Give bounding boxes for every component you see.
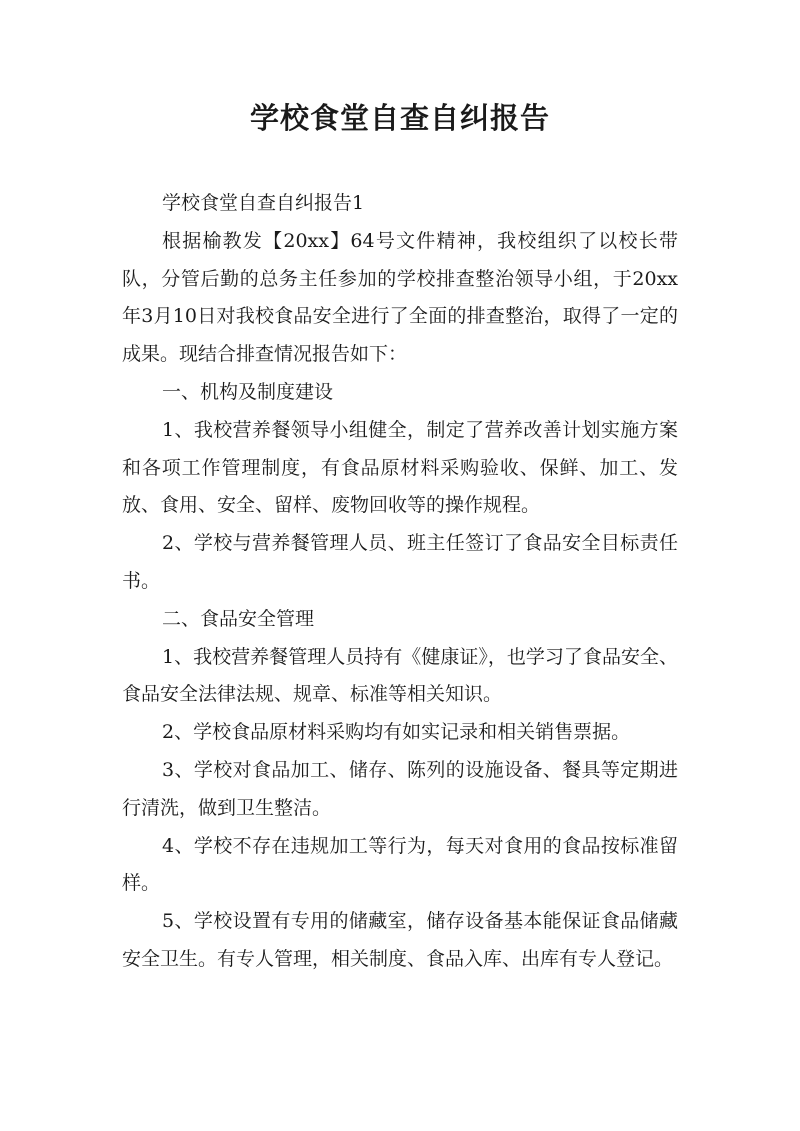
paragraph: 2、学校与营养餐管理人员、班主任签订了食品安全目标责任书。	[122, 532, 678, 592]
paragraph: 4、学校不存在违规加工等行为，每天对食用的食品按标准留样。	[122, 834, 678, 895]
paragraph: 1、我校营养餐管理人员持有《健康证》，也学习了食品安全、食品安全法律法规、规章、标准等相关知识。	[122, 645, 678, 706]
paragraph: 3、学校对食品加工、储存、陈列的设施设备、餐具等定期进行清洗，做到卫生整洁。	[122, 758, 678, 819]
document-title: 学校食堂自查自纠报告	[249, 101, 550, 135]
document-body	[122, 185, 678, 979]
section-heading: 二、食品安全管理	[162, 607, 315, 630]
paragraph: 5、学校设置有专用的储藏室，储存设备基本能保证食品储藏安全卫生。有专人管理，相关制度、食品入库、出库有专人登记。	[122, 910, 678, 970]
paragraph: 1、我校营养餐领导小组健全，制定了营养改善计划实施方案和各项工作管理制度，有食品原材料采购验收、保鲜、加工、发放、食用、安全、留样、废物回收等的操作规程。	[122, 418, 678, 517]
section-heading: 学校食堂自查自纠报告1	[162, 192, 365, 214]
section-heading: 一、机构及制度建设	[162, 380, 334, 403]
intro-paragraph: 根据榆教发【20xx】64号文件精神，我校组织了以校长带队，分管后勤的总务主任参加的学校排查整治领导小组，于20xx年3月10日对我校食品安全进行了全面的排查整治，取得了一定的成果。现结合排查情况报告如下：	[122, 229, 678, 366]
paragraph: 2、学校食品原材料采购均有如实记录和相关销售票据。	[162, 721, 631, 744]
